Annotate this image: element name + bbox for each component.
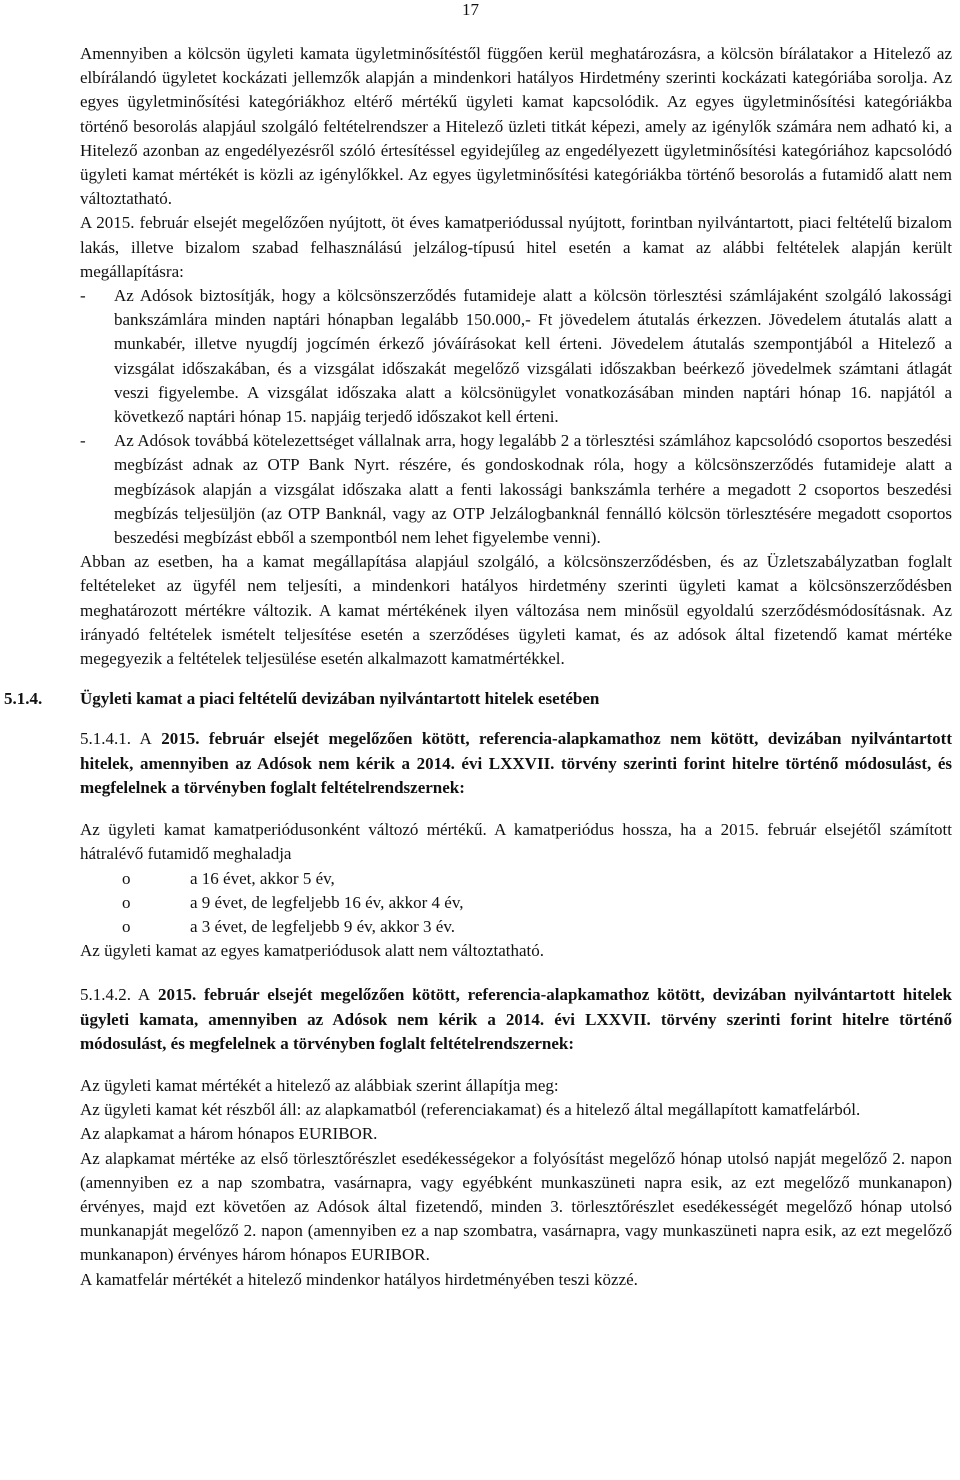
paragraph-margin: A kamatfelár mértékét a hitelező mindenkor hatályos hirdetményében teszi közzé. bbox=[80, 1269, 638, 1289]
section-title: Ügyleti kamat a piaci feltételű devizában nyilvántartott hitelek esetében bbox=[80, 689, 600, 709]
subsection-title: 2015. február elsejét megelőzően kötött, referencia-alapkamathoz nem kötött, devizában nyilvántartott hitelek, amennyiben az Adósok nem kérik a 2014. évi LXXVII. törvény szerinti forint hitelre történő módosulást, és megfelelnek a törvényben foglalt feltételrendszernek: bbox=[80, 729, 952, 797]
paragraph-interest-parts: Az ügyleti kamat két részből áll: az alapkamatból (referenciakamat) és a hitelező által megállapított kamatfelárból. bbox=[80, 1100, 861, 1120]
subsection-title: 2015. február elsejét megelőzően kötött, referencia-alapkamathoz kötött, devizában nyilvántartott hitelek ügyleti kamata, amennyiben az Adósok nem kérik a 2014. évi LXXVII. törvény szerinti forint hitelre történő módosulást, és megfelelnek a törvényben foglalt feltételrendszernek: bbox=[80, 985, 953, 1053]
bullet-marker: o bbox=[122, 868, 131, 888]
paragraph-risk-category: Amennyiben a kölcsön ügyleti kamata ügyletminősítéstől függően kerül meghatározásra, a kölcsön bírálatakor a Hitelező az elbírálandó ügyletet kockázati jellemzők alapján a mindenkori hatályos Hirdetmény szerinti kockázati kategóriába sorolja. Az egyes ügyletminősítési kategóriákhoz eltérő mértékű ügyleti kamat kapcsolódik. Az egyes ügyletminősítési kategóriákba történő besorolás alapjául szolgáló feltételrendszer a Hitelező üzleti titkát képezi, amely az igénylők számára nem adható ki, a Hitelező azonban az engedélyezésről szóló értesítéssel egyidejűleg az engedélyezett ügyletminősítési kategóriához kapcsolódó ügyleti kamat mértékét is közli az igénylőkkel. Az egyes ügyletminősítési kategóriákba történő besorolás a futamidő alatt nem változtatható. bbox=[80, 44, 952, 209]
subsection-5-1-4-2 bbox=[80, 983, 952, 1056]
list-item bbox=[80, 284, 952, 429]
list-item-text: a 9 évet, de legfeljebb 16 év, akkor 4 év, bbox=[190, 892, 464, 912]
paragraph-interest-change: Abban az esetben, ha a kamat megállapítása alapjául szolgáló, a kölcsönszerződésben, és az Üzletszabályzatban foglalt feltételeket az ügyfél nem teljesíti, a mindenkori hatályos hirdetmény szerinti ügyleti kamat a kölcsönszerződésben meghatározott mértékre változik. A kamat mértékének ilyen változása nem minősül egyoldalú szerződésmódosításnak. Az irányadó feltételek ismételt teljesítése esetén a szerződéses ügyleti kamat, és az adósok által fizetendő kamat mértéke megegyezik a feltételek teljesülése esetén alkalmazott kamatmértékkel. bbox=[80, 552, 952, 669]
dash-marker: - bbox=[80, 286, 86, 306]
list-item-text: a 3 évet, de legfeljebb 9 év, akkor 3 év. bbox=[190, 916, 455, 936]
paragraph-interest-conditions: A 2015. február elsejét megelőzően nyújtott, öt éves kamatperiódussal nyújtott, forintban nyilvántartott, piaci feltételű bizalom lakás, illetve bizalom szabad felhasználású jelzálog-típusú hitel esetén a kamat az alábbi feltételek alapján került megállapításra: bbox=[80, 213, 952, 281]
list-item bbox=[80, 867, 952, 891]
paragraph-base-rate: Az alapkamat a három hónapos EURIBOR. bbox=[80, 1124, 378, 1144]
list-item-text: Az Adósok biztosítják, hogy a kölcsönszerződés futamideje alatt a kölcsön törlesztési számlájaként szolgáló lakossági bankszámlára minden naptári hónapban legalább 150.000,- Ft jövedelem átutalás érkezzen. Jövedelem átutalás alatt a munkabér, illetve nyugdíj jogcímén érkező jóváírásokat kell érteni. Jövedelem átutalás szempontjából a Hitelező a vizsgálat időszakában, és a vizsgálat időszakát megelőző vizsgálati időszakban beérkező jövedelmek számtani átlagát veszi figyelembe. A vizsgálat időszaka alatt a kölcsönügylet vonatkozásában minden naptári hónap 16. napjától a következő naptári hónap 15. napjáig terjedő időszakot kell érteni. bbox=[114, 286, 952, 427]
document-body bbox=[4, 42, 953, 1292]
bullet-marker: o bbox=[122, 916, 131, 936]
list-item bbox=[80, 429, 952, 550]
paragraph-no-change: Az ügyleti kamat az egyes kamatperiódusok alatt nem változtatható. bbox=[80, 941, 545, 961]
subsection-prefix: 5.1.4.1. A bbox=[80, 729, 152, 749]
page-number: 17 bbox=[462, 0, 479, 19]
dash-marker: - bbox=[80, 431, 86, 451]
paragraph-base-rate-value: Az alapkamat mértéke az első törlesztőrészlet esedékességekor a folyósítást megelőző hónap utolsó napját megelőző 2. napon (amennyiben ez a nap szombatra, vasárnapra, vagy egyébként munkaszüneti napra esik, az ezt megelőző munkanapon) érvényes, majd ezt követően az Adósok által fizetendő, minden 3. törlesztőrészlet esedékességét megelőző hónap utolsó munkanapját megelőző 2. napon (amennyiben ez a nap szombatra, vasárnapra, vagy munkaszüneti napra esik, az ezt megelőző munkanapon) érvényes három hónapos EURIBOR. bbox=[80, 1148, 952, 1265]
section-heading bbox=[4, 687, 952, 711]
paragraph-interest-period: Az ügyleti kamat kamatperiódusonként változó mértékű. A kamatperiódus hossza, ha a 2015. február elsejétől számított hátralévő futamidő meghaladja bbox=[80, 820, 952, 864]
paragraph-interest-determination: Az ügyleti kamat mértékét a hitelező az alábbiak szerint állapítja meg: bbox=[80, 1075, 559, 1095]
subsection-prefix: 5.1.4.2. A bbox=[80, 985, 151, 1005]
list-item bbox=[80, 891, 952, 915]
bullet-marker: o bbox=[122, 892, 131, 912]
section-number: 5.1.4. bbox=[4, 689, 43, 709]
list-item bbox=[80, 915, 952, 939]
list-item-text: a 16 évet, akkor 5 év, bbox=[190, 868, 335, 888]
subsection-5-1-4-1 bbox=[80, 727, 952, 800]
list-item-text: Az Adósok továbbá kötelezettséget vállalnak arra, hogy legalább 2 a törlesztési számlához kapcsolódó csoportos beszedési megbízást adnak az OTP Bank Nyrt. részére, és gondoskodnak róla, hogy a kölcsönszerződés futamideje alatt a megbízások alapján a vizsgálat időszaka alatt a fenti lakossági bankszámla terhére a megadott 2 csoportos beszedési megbízás teljesüljön (az OTP Banknál, vagy az OTP Jelzálogbanknál fennálló kölcsön törlesztésére megadott csoportos beszedési megbízást ebből a szempontból nem lehet figyelembe venni). bbox=[114, 431, 952, 548]
